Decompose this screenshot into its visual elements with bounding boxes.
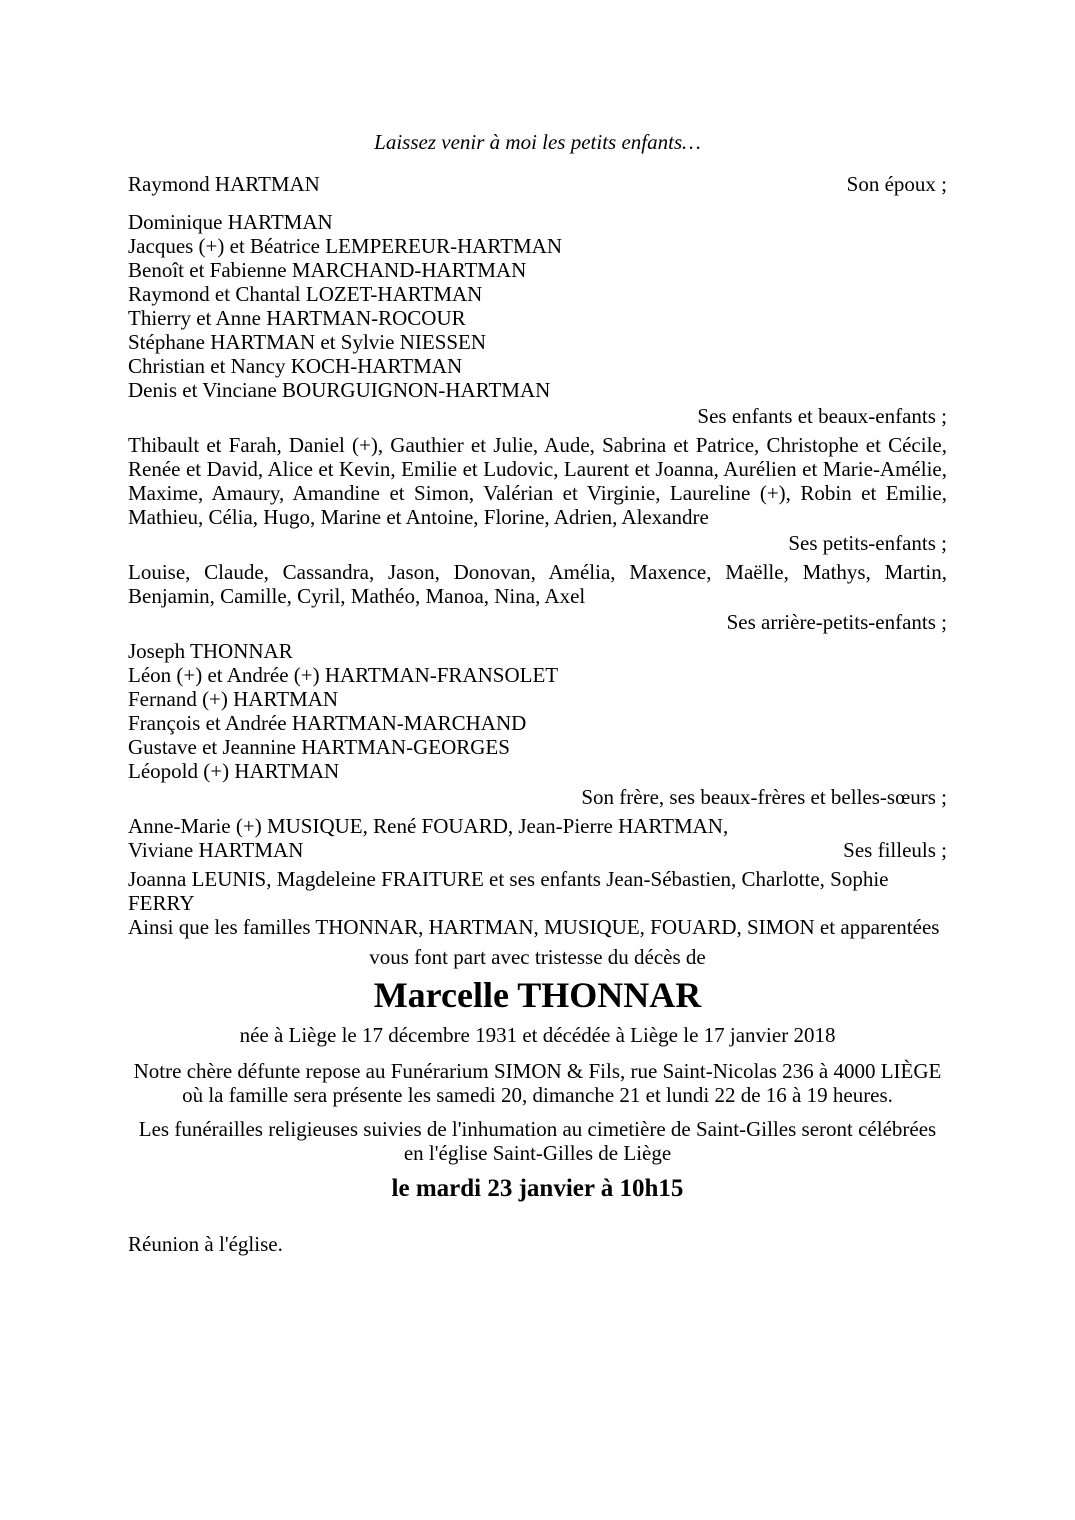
siblings-line: Fernand (+) HARTMAN [128, 687, 339, 711]
siblings-line: François et Andrée HARTMAN-MARCHAND [128, 711, 527, 735]
godchildren-group [128, 814, 947, 862]
families-group [128, 867, 947, 939]
funeral-datetime: le mardi 23 janvier à 10h15 [391, 1175, 684, 1202]
great-grandchildren-group [128, 560, 947, 634]
announcement-line: vous font part avec tristesse du décès de [369, 945, 706, 969]
funeral-line: Les funérailles religieuses suivies de l'inhumation au cimetière de Saint-Gilles seront célébrées [138, 1117, 937, 1141]
deceased-name: Marcelle THONNAR [373, 975, 702, 1015]
siblings-line: Léopold (+) HARTMAN [128, 759, 340, 783]
great-grandchildren-names: Louise, Claude, Cassandra, Jason, Donovan, Amélia, Maxence, Maëlle, Mathys, Martin, Benjamin, Camille, Cyril, Mathéo, Manoa, Nina, Axel [128, 560, 947, 608]
children-relation-label: Ses enfants et beaux-enfants ; [697, 404, 947, 428]
godchildren-line: Viviane HARTMAN [128, 838, 304, 862]
closing-line: Réunion à l'église. [128, 1232, 283, 1256]
great-grandchildren-relation-label: Ses arrière-petits-enfants ; [726, 610, 947, 634]
godchildren-row [128, 838, 947, 862]
deceased-life-dates: née à Liège le 17 décembre 1931 et décédée à Liège le 17 janvier 2018 [239, 1023, 836, 1047]
repose-line: Notre chère défunte repose au Funérarium SIMON & Fils, rue Saint-Nicolas 236 à 4000 LIÈGE [133, 1059, 942, 1083]
spouse-name: Raymond HARTMAN [128, 172, 320, 196]
families-line: Ainsi que les familles THONNAR, HARTMAN, MUSIQUE, FOUARD, SIMON et apparentées [128, 915, 940, 939]
children-line: Denis et Vinciane BOURGUIGNON-HARTMAN [128, 378, 551, 402]
repose-line: où la famille sera présente les samedi 20, dimanche 21 et lundi 22 de 16 à 19 heures. [182, 1083, 893, 1107]
grandchildren-group [128, 433, 947, 555]
siblings-group [128, 639, 947, 809]
repose-block [128, 1059, 947, 1107]
children-group [128, 210, 947, 428]
children-line: Stéphane HARTMAN et Sylvie NIESSEN [128, 330, 487, 354]
siblings-line: Joseph THONNAR [128, 639, 293, 663]
spouse-row [128, 172, 947, 196]
grandchildren-relation-label: Ses petits-enfants ; [788, 531, 947, 555]
families-line: Joanna LEUNIS, Magdeleine FRAITURE et ses enfants Jean-Sébastien, Charlotte, Sophie FERRY [128, 867, 889, 915]
funeral-line: en l'église Saint-Gilles de Liège [403, 1141, 672, 1165]
siblings-relation-label: Son frère, ses beaux-frères et belles-sœurs ; [581, 785, 947, 809]
children-line: Thierry et Anne HARTMAN-ROCOUR [128, 306, 466, 330]
children-line: Raymond et Chantal LOZET-HARTMAN [128, 282, 483, 306]
children-line: Jacques (+) et Béatrice LEMPEREUR-HARTMAN [128, 234, 562, 258]
children-line: Christian et Nancy KOCH-HARTMAN [128, 354, 463, 378]
epigraph-quote: Laissez venir à moi les petits enfants… [374, 130, 701, 154]
children-line: Benoît et Fabienne MARCHAND-HARTMAN [128, 258, 527, 282]
grandchildren-names: Thibault et Farah, Daniel (+), Gauthier et Julie, Aude, Sabrina et Patrice, Christophe et Cécile, Renée et David, Alice et Kevin, Emilie et Ludovic, Laurent et Joanna, Aurélien et Marie-Amélie, Maxime, Amaury, Amandine et Simon, Valérian et Virginie, Laureline (+), Robin et Emilie, Mathieu, Célia, Hugo, Marine et Antoine, Florine, Adrien, Alexandre [128, 433, 947, 529]
children-line: Dominique HARTMAN [128, 210, 333, 234]
spouse-relation-label: Son époux ; [846, 172, 947, 196]
godchildren-relation-label: Ses filleuls ; [843, 838, 947, 862]
siblings-line: Gustave et Jeannine HARTMAN-GEORGES [128, 735, 510, 759]
siblings-line: Léon (+) et Andrée (+) HARTMAN-FRANSOLET [128, 663, 559, 687]
godchildren-line: Anne-Marie (+) MUSIQUE, René FOUARD, Jean-Pierre HARTMAN, [128, 814, 729, 838]
funeral-block [128, 1117, 947, 1165]
